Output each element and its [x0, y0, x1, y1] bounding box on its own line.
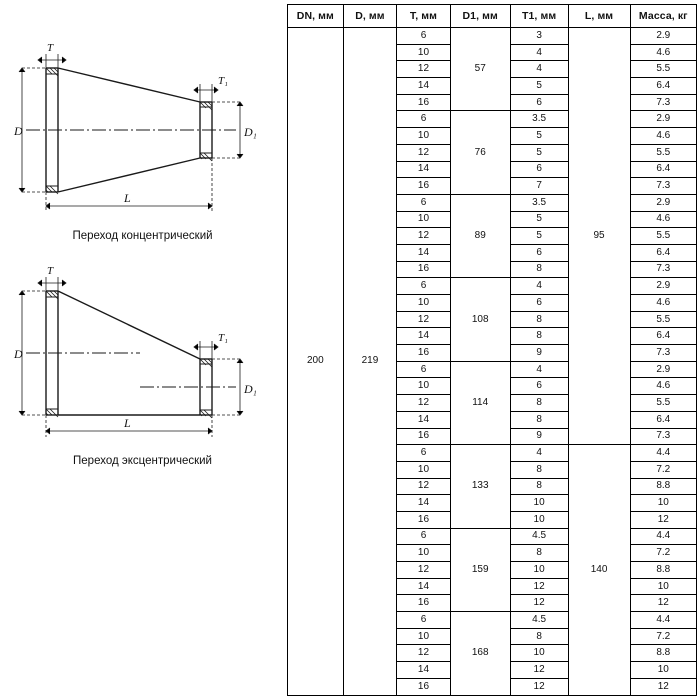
- cell-mass: 4.4: [630, 528, 696, 545]
- cell-t1: 3: [510, 28, 568, 45]
- spec-table: [287, 4, 697, 696]
- table-header-row: [288, 5, 697, 28]
- cell-mass: 6.4: [630, 411, 696, 428]
- cell-mass: 8.8: [630, 645, 696, 662]
- cell-t: 16: [397, 345, 451, 362]
- cell-mass: 7.3: [630, 178, 696, 195]
- cell-mass: 12: [630, 511, 696, 528]
- cell-t: 10: [397, 545, 451, 562]
- cell-mass: 5.5: [630, 61, 696, 78]
- cell-mass: 6.4: [630, 328, 696, 345]
- cell-t: 14: [397, 328, 451, 345]
- cell-t: 14: [397, 662, 451, 679]
- cell-mass: 6.4: [630, 161, 696, 178]
- cell-t: 6: [397, 612, 451, 629]
- cell-mass: 4.6: [630, 295, 696, 312]
- diagram-eccentric: [0, 265, 285, 467]
- cell-t: 12: [397, 645, 451, 662]
- label-D-concentric: D: [14, 124, 23, 138]
- cell-mass: 6.4: [630, 244, 696, 261]
- cell-t1: 8: [510, 328, 568, 345]
- cell-mass: 4.6: [630, 378, 696, 395]
- label-T-eccentric: T: [47, 265, 54, 277]
- cell-t1: 4: [510, 361, 568, 378]
- cell-t: 10: [397, 44, 451, 61]
- cell-d1: 168: [450, 612, 510, 695]
- cell-t: 14: [397, 411, 451, 428]
- cell-d1: 108: [450, 278, 510, 361]
- cell-t1: 6: [510, 94, 568, 111]
- cell-mass: 7.2: [630, 628, 696, 645]
- cell-mass: 10: [630, 662, 696, 679]
- cell-mass: 10: [630, 495, 696, 512]
- cell-t: 10: [397, 128, 451, 145]
- cell-mass: 5.5: [630, 395, 696, 412]
- cell-t1: 3.5: [510, 111, 568, 128]
- cell-t1: 6: [510, 161, 568, 178]
- cell-mass: 8.8: [630, 478, 696, 495]
- cell-t1: 4.5: [510, 612, 568, 629]
- eccentric-drawing: [0, 265, 285, 450]
- cell-t1: 8: [510, 545, 568, 562]
- header-t: T, мм: [397, 5, 451, 28]
- cell-t: 12: [397, 395, 451, 412]
- header-l: L, мм: [568, 5, 630, 28]
- cell-t: 16: [397, 511, 451, 528]
- label-T1-concentric: T₁: [218, 75, 228, 87]
- cell-l: 140: [568, 445, 630, 695]
- label-L-eccentric: L: [124, 416, 131, 430]
- cell-t1: 12: [510, 662, 568, 679]
- cell-t1: 6: [510, 378, 568, 395]
- cell-t1: 4: [510, 278, 568, 295]
- cell-mass: 5.5: [630, 311, 696, 328]
- cell-t: 16: [397, 428, 451, 445]
- cell-t1: 5: [510, 78, 568, 95]
- cell-t1: 8: [510, 478, 568, 495]
- cell-mass: 6.4: [630, 78, 696, 95]
- cell-t: 10: [397, 628, 451, 645]
- cell-t1: 6: [510, 244, 568, 261]
- cell-t1: 8: [510, 395, 568, 412]
- cell-mass: 4.4: [630, 445, 696, 462]
- cell-t: 10: [397, 378, 451, 395]
- cell-t1: 8: [510, 628, 568, 645]
- cell-t: 6: [397, 361, 451, 378]
- cell-t1: 8: [510, 411, 568, 428]
- cell-t: 14: [397, 161, 451, 178]
- cell-mass: 4.6: [630, 44, 696, 61]
- cell-mass: 5.5: [630, 228, 696, 245]
- cell-t1: 12: [510, 678, 568, 695]
- cell-t1: 12: [510, 578, 568, 595]
- cell-t: 10: [397, 211, 451, 228]
- cell-t: 12: [397, 311, 451, 328]
- cell-t1: 9: [510, 345, 568, 362]
- label-L-concentric: L: [124, 191, 131, 205]
- cell-mass: 12: [630, 678, 696, 695]
- cell-t: 12: [397, 478, 451, 495]
- cell-t1: 5: [510, 211, 568, 228]
- cell-mass: 12: [630, 595, 696, 612]
- cell-mass: 4.6: [630, 128, 696, 145]
- cell-mass: 7.3: [630, 94, 696, 111]
- diagram-concentric-caption: Переход концентрический: [72, 230, 213, 242]
- cell-t: 6: [397, 445, 451, 462]
- cell-t1: 8: [510, 261, 568, 278]
- cell-t1: 4: [510, 44, 568, 61]
- header-t1: T1, мм: [510, 5, 568, 28]
- table-row: [288, 28, 697, 45]
- cell-mass: 7.2: [630, 545, 696, 562]
- cell-d1: 57: [450, 28, 510, 111]
- cell-t: 16: [397, 595, 451, 612]
- diagram-concentric: [0, 40, 285, 242]
- table-head: [288, 5, 697, 28]
- cell-t1: 10: [510, 645, 568, 662]
- cell-t: 12: [397, 144, 451, 161]
- cell-d: 219: [343, 28, 397, 696]
- cell-t: 14: [397, 578, 451, 595]
- cell-t1: 5: [510, 228, 568, 245]
- cell-t: 12: [397, 228, 451, 245]
- header-d1: D1, мм: [450, 5, 510, 28]
- cell-t1: 3.5: [510, 194, 568, 211]
- diagram-panel: [0, 0, 285, 528]
- cell-t: 12: [397, 562, 451, 579]
- cell-t1: 9: [510, 428, 568, 445]
- cell-mass: 10: [630, 578, 696, 595]
- label-T-concentric: T: [47, 42, 54, 54]
- cell-mass: 2.9: [630, 28, 696, 45]
- cell-t1: 4.5: [510, 528, 568, 545]
- cell-t1: 4: [510, 445, 568, 462]
- cell-t1: 6: [510, 295, 568, 312]
- cell-d1: 114: [450, 361, 510, 444]
- cell-mass: 2.9: [630, 111, 696, 128]
- header-d: D, мм: [343, 5, 397, 28]
- cell-t: 10: [397, 461, 451, 478]
- cell-mass: 7.3: [630, 428, 696, 445]
- cell-t: 6: [397, 278, 451, 295]
- diagram-eccentric-caption: Переход эксцентрический: [73, 455, 212, 467]
- label-T1-eccentric: T₁: [218, 332, 228, 344]
- cell-t1: 5: [510, 144, 568, 161]
- cell-t: 16: [397, 178, 451, 195]
- cell-d1: 133: [450, 445, 510, 528]
- spec-table-wrap: [287, 4, 697, 692]
- cell-t1: 8: [510, 461, 568, 478]
- cell-mass: 8.8: [630, 562, 696, 579]
- cell-t1: 4: [510, 61, 568, 78]
- cell-mass: 7.3: [630, 261, 696, 278]
- cell-dn: 200: [288, 28, 344, 696]
- cell-mass: 4.4: [630, 612, 696, 629]
- cell-d1: 89: [450, 194, 510, 277]
- label-D1-eccentric: D₁: [244, 382, 257, 396]
- label-D-eccentric: D: [14, 347, 23, 361]
- cell-t: 14: [397, 495, 451, 512]
- cell-t: 14: [397, 78, 451, 95]
- cell-t: 16: [397, 678, 451, 695]
- cell-mass: 2.9: [630, 194, 696, 211]
- concentric-drawing: [0, 40, 285, 225]
- cell-t: 6: [397, 194, 451, 211]
- cell-t: 14: [397, 244, 451, 261]
- header-dn: DN, мм: [288, 5, 344, 28]
- cell-l: 95: [568, 28, 630, 445]
- cell-t1: 7: [510, 178, 568, 195]
- cell-d1: 76: [450, 111, 510, 194]
- label-D1-concentric: D₁: [244, 125, 257, 139]
- cell-t1: 10: [510, 511, 568, 528]
- table-body: [288, 28, 697, 696]
- cell-t: 16: [397, 261, 451, 278]
- cell-mass: 2.9: [630, 361, 696, 378]
- cell-d1: 159: [450, 528, 510, 611]
- cell-t1: 5: [510, 128, 568, 145]
- cell-t: 6: [397, 111, 451, 128]
- cell-t1: 8: [510, 311, 568, 328]
- cell-t1: 10: [510, 495, 568, 512]
- cell-t: 10: [397, 295, 451, 312]
- cell-t: 12: [397, 61, 451, 78]
- cell-t: 16: [397, 94, 451, 111]
- cell-t1: 12: [510, 595, 568, 612]
- cell-t1: 10: [510, 562, 568, 579]
- cell-mass: 7.3: [630, 345, 696, 362]
- cell-mass: 7.2: [630, 461, 696, 478]
- cell-mass: 5.5: [630, 144, 696, 161]
- cell-mass: 4.6: [630, 211, 696, 228]
- cell-t: 6: [397, 28, 451, 45]
- cell-mass: 2.9: [630, 278, 696, 295]
- cell-t: 6: [397, 528, 451, 545]
- header-mass: Масса, кг: [630, 5, 696, 28]
